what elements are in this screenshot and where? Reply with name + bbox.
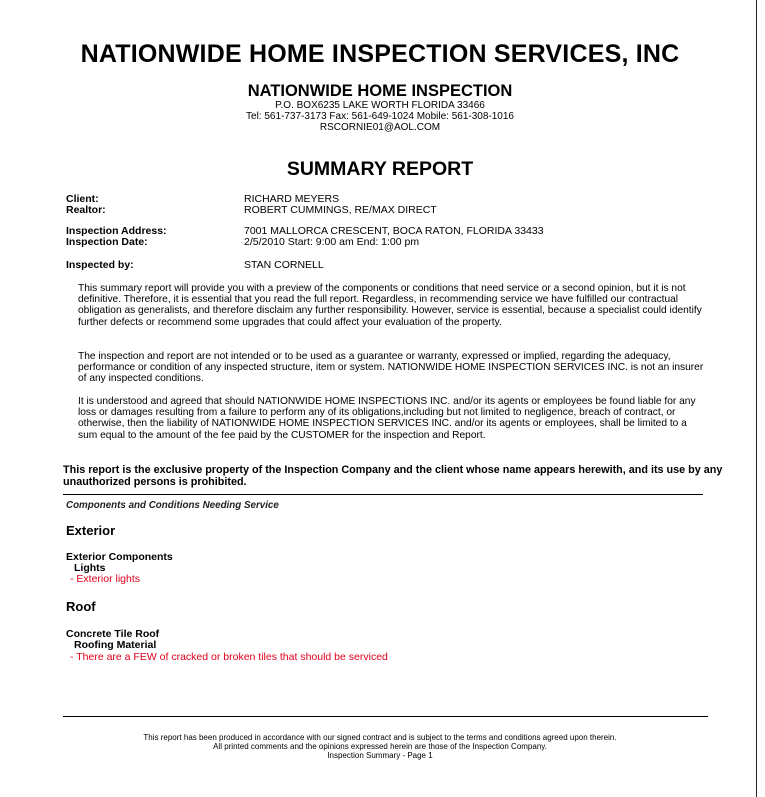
inspection-date-value: 2/5/2010 Start: 9:00 am End: 1:00 pm (244, 236, 420, 248)
page-title: SUMMARY REPORT (286, 158, 474, 180)
company-subtitle: NATIONWIDE HOME INSPECTION (247, 82, 513, 100)
client-label: Client: (66, 193, 99, 205)
roof-heading: Roof (66, 599, 96, 614)
summary-paragraph: This summary report will provide you with a preview of the components or conditions that need service or a second opinion, but it is not definitive. Therefore, it is essential that you read the full report. Regardless, in recommending service we have fulfilled our contractual obligation as generalists, and therefore disclaim any further responsibility. However, service is essential, because a specialist could identify further defects or recommend some upgrades that could affect your evaluation of the property. (78, 283, 702, 328)
inspected-by-label: Inspected by: (66, 259, 134, 271)
inspection-date-label: Inspection Date: (66, 236, 148, 248)
footer-divider (63, 716, 708, 717)
company-address: P.O. BOX6235 LAKE WORTH FLORIDA 33466 (275, 100, 485, 111)
inspection-address-value: 7001 MALLORCA CRESCENT, BOCA RATON, FLORIDA 33433 (244, 225, 544, 237)
property-notice: This report is the exclusive property of the Inspection Company and the client whose name appears herewith, and its use by any unauthorized persons is prohibited. (63, 464, 723, 488)
exterior-lights-finding: - Exterior lights (70, 573, 141, 585)
realtor-label: Realtor: (66, 204, 106, 216)
inspected-by-value: STAN CORNELL (244, 259, 324, 271)
footer-page-number: Inspection Summary - Page 1 (327, 751, 433, 760)
concrete-tile-roof-group: Concrete Tile Roof (66, 628, 160, 640)
footer (0, 733, 760, 760)
components-caption: Components and Conditions Needing Service (66, 500, 279, 511)
section-divider (63, 494, 703, 495)
cracked-tiles-finding: - There are a FEW of cracked or broken tiles that should be serviced (70, 651, 388, 663)
exterior-heading: Exterior (66, 523, 116, 538)
liability-paragraph: It is understood and agreed that should NATIONWIDE HOME INSPECTIONS INC. and/or its agents or employees be found liable for any loss or damages resulting from a failure to perform any of its obligations,including but not limited to negligence, breach of contract, or otherwise, then the liability of NATIONWIDE HOME INSPECTION SERVICES INC. and/or its agents or employees, shall be limited to a sum equal to the amount of the fee paid by the CUSTOMER for the inspection and Report. (78, 396, 696, 441)
inspection-address-label: Inspection Address: (66, 225, 167, 237)
footer-line-opinions: All printed comments and the opinions expressed herein are those of the Inspection Company. (213, 742, 547, 751)
company-email: RSCORNIE01@AOL.COM (319, 122, 441, 133)
exterior-components-group: Exterior Components (66, 551, 173, 563)
warranty-paragraph: The inspection and report are not intended or to be used as a guarantee or warranty, expressed or implied, regarding the adequacy, performance or condition of any inspected structure, item or system. NATIONWIDE HOME INSPECTION SERVICES INC. is not an insurer of any inspected conditions. (78, 351, 704, 385)
client-value: RICHARD MEYERS (244, 193, 340, 205)
company-name: NATIONWIDE HOME INSPECTION SERVICES, INC (80, 40, 680, 68)
footer-line-contract: This report has been produced in accordance with our signed contract and is subject to the terms and conditions agreed upon therein. (143, 733, 617, 742)
realtor-value: ROBERT CUMMINGS, RE/MAX DIRECT (244, 204, 437, 216)
roofing-material-item: Roofing Material (74, 639, 157, 651)
company-phones: Tel: 561-737-3173 Fax: 561-649-1024 Mobile: 561-308-1016 (246, 111, 514, 122)
lights-item: Lights (74, 562, 106, 574)
